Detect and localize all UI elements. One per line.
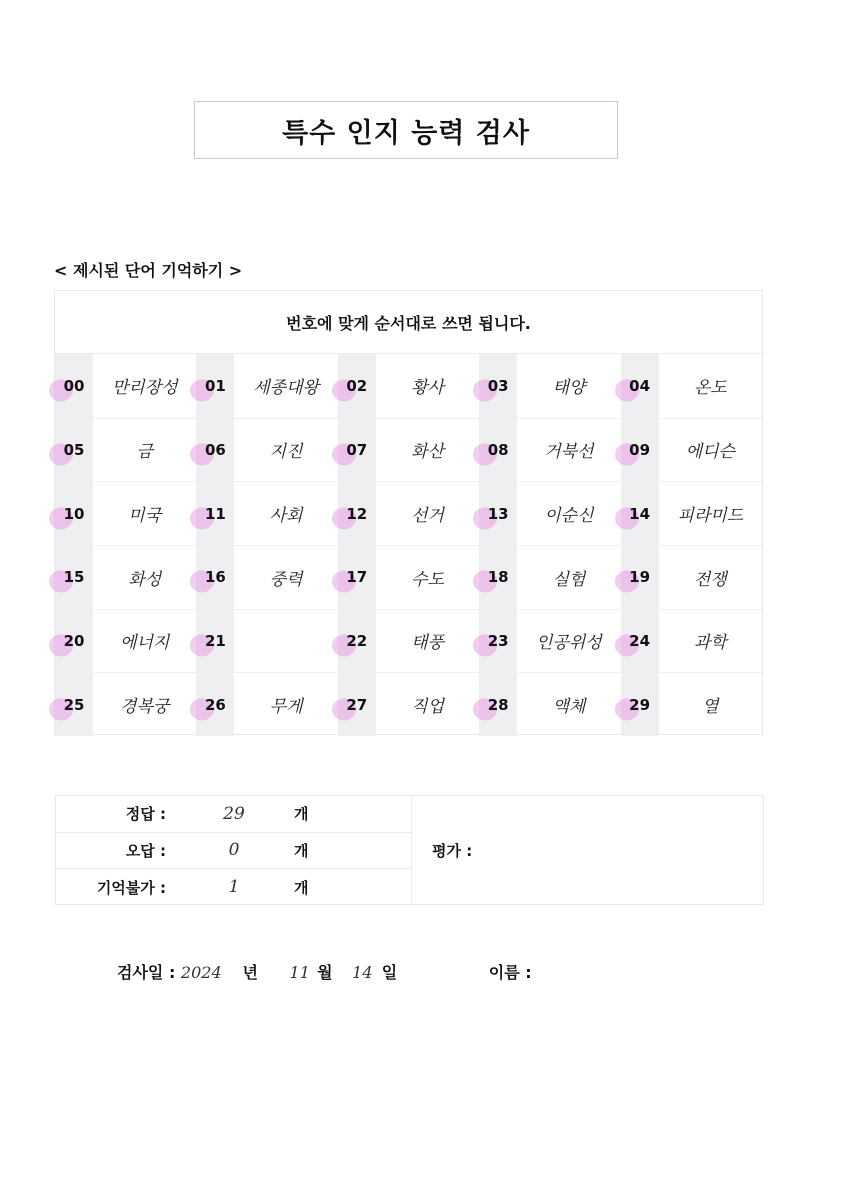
word-grid xyxy=(54,290,763,735)
wrong-value[interactable]: 0 xyxy=(228,840,240,861)
item-number-text: 24 xyxy=(629,631,651,650)
item-number xyxy=(479,482,517,545)
answer-field[interactable]: 지진 xyxy=(269,442,303,463)
item-number-text: 21 xyxy=(204,631,226,650)
item-number-text: 18 xyxy=(487,568,509,587)
item-number-text: 20 xyxy=(63,631,85,650)
word-cell xyxy=(338,354,479,418)
answer-field[interactable]: 미국 xyxy=(128,506,162,527)
item-number xyxy=(55,419,93,482)
answer-field[interactable]: 이순신 xyxy=(544,506,594,527)
word-cell xyxy=(621,672,762,736)
word-cell xyxy=(338,609,479,673)
word-cell xyxy=(55,609,196,673)
item-number xyxy=(338,482,376,545)
day-unit: 일 xyxy=(381,963,398,982)
item-number xyxy=(621,354,659,418)
word-cell xyxy=(479,545,620,609)
answer-field[interactable]: 태양 xyxy=(552,378,586,399)
answer-field[interactable]: 경복궁 xyxy=(120,697,170,718)
word-cell xyxy=(55,545,196,609)
item-number-text: 17 xyxy=(346,568,368,587)
item-number-text: 19 xyxy=(629,568,651,587)
section-label: < 제시된 단어 기억하기 > xyxy=(54,261,243,280)
item-number xyxy=(55,482,93,545)
word-cell xyxy=(338,418,479,482)
item-number-text: 16 xyxy=(204,568,226,587)
year-value[interactable]: 2024 xyxy=(180,963,222,982)
month-unit: 월 xyxy=(317,963,333,982)
word-cell xyxy=(55,354,196,418)
year-unit: 년 xyxy=(242,963,258,982)
word-cell xyxy=(196,672,337,736)
score-row-wrong xyxy=(56,833,411,870)
word-cell xyxy=(196,354,337,418)
score-row-forgot xyxy=(56,869,411,906)
forgot-value[interactable]: 1 xyxy=(228,877,240,898)
instruction-text: 번호에 맞게 순서대로 쓰면 됩니다. xyxy=(55,291,762,354)
answer-field[interactable]: 선거 xyxy=(411,506,444,527)
item-number xyxy=(479,673,517,736)
item-number xyxy=(196,610,234,673)
item-number-text: 05 xyxy=(63,440,85,459)
item-number xyxy=(479,546,517,609)
item-number-text: 10 xyxy=(63,504,85,523)
item-number xyxy=(196,546,234,609)
item-number-text: 00 xyxy=(63,376,85,395)
score-row-correct xyxy=(56,796,411,833)
word-cell xyxy=(338,481,479,545)
word-cell xyxy=(621,609,762,673)
item-number xyxy=(55,354,93,418)
answer-field[interactable]: 액체 xyxy=(552,697,586,718)
item-number xyxy=(621,482,659,545)
answer-field[interactable]: 만리장성 xyxy=(111,378,178,399)
word-cell xyxy=(55,672,196,736)
item-number-text: 22 xyxy=(346,631,368,650)
answer-field[interactable]: 에디슨 xyxy=(685,442,735,463)
answer-field[interactable]: 수도 xyxy=(411,569,444,590)
score-left xyxy=(56,796,412,904)
correct-value[interactable]: 29 xyxy=(223,803,245,824)
answer-field[interactable]: 황사 xyxy=(411,378,444,399)
day-value[interactable]: 14 xyxy=(352,963,373,982)
item-number xyxy=(338,354,376,418)
answer-field[interactable]: 화산 xyxy=(411,442,444,463)
item-number-text: 08 xyxy=(487,440,509,459)
item-number-text: 06 xyxy=(204,440,226,459)
item-number-text: 11 xyxy=(204,504,226,523)
item-number xyxy=(196,482,234,545)
answer-field[interactable]: 화성 xyxy=(128,569,162,590)
name-label: 이름 : xyxy=(488,963,532,982)
word-cell xyxy=(55,481,196,545)
wrong-label: 오답 : xyxy=(125,841,166,860)
word-cell xyxy=(196,545,337,609)
word-cell xyxy=(621,418,762,482)
item-number xyxy=(479,354,517,418)
word-cell xyxy=(55,418,196,482)
footer xyxy=(117,960,532,983)
item-number xyxy=(338,546,376,609)
score-table xyxy=(55,795,764,905)
answer-field[interactable]: 무게 xyxy=(269,697,303,718)
item-number-text: 27 xyxy=(346,695,368,714)
answer-field[interactable]: 태풍 xyxy=(411,633,444,654)
item-number xyxy=(479,419,517,482)
item-number-text: 26 xyxy=(204,695,226,714)
item-number xyxy=(55,673,93,736)
grid-body xyxy=(55,354,762,736)
answer-field[interactable]: 인공위성 xyxy=(536,633,602,654)
item-number xyxy=(196,673,234,736)
word-cell xyxy=(621,354,762,418)
answer-field[interactable]: 열 xyxy=(702,697,719,718)
answer-field[interactable]: 온도 xyxy=(693,378,727,399)
item-number xyxy=(196,419,234,482)
item-number-text: 07 xyxy=(346,440,368,459)
evaluation-label: 평가 : xyxy=(432,841,473,860)
item-number-text: 09 xyxy=(629,440,651,459)
item-number-text: 13 xyxy=(487,504,509,523)
item-number-text: 01 xyxy=(204,376,226,395)
word-cell xyxy=(196,609,337,673)
word-cell xyxy=(479,672,620,736)
item-number-text: 29 xyxy=(629,695,651,714)
word-cell xyxy=(338,545,479,609)
answer-field[interactable]: 사회 xyxy=(269,506,303,527)
forgot-unit: 개 xyxy=(294,878,309,897)
answer-field[interactable]: 전쟁 xyxy=(693,569,727,590)
word-cell xyxy=(479,609,620,673)
forgot-label: 기억불가 : xyxy=(96,878,166,897)
answer-field[interactable]: 과학 xyxy=(693,633,727,654)
item-number-text: 28 xyxy=(487,695,509,714)
word-cell xyxy=(479,354,620,418)
answer-field[interactable] xyxy=(234,610,337,673)
answer-field[interactable]: 에너지 xyxy=(120,633,170,654)
answer-field[interactable]: 거북선 xyxy=(544,442,594,463)
item-number-text: 14 xyxy=(629,504,651,523)
word-cell xyxy=(479,481,620,545)
date-label: 검사일 : xyxy=(117,963,176,982)
wrong-unit: 개 xyxy=(294,841,309,860)
answer-field[interactable]: 피라미드 xyxy=(677,506,744,527)
item-number-text: 03 xyxy=(487,376,509,395)
item-number xyxy=(621,419,659,482)
word-cell xyxy=(479,418,620,482)
item-number xyxy=(338,673,376,736)
item-number-text: 02 xyxy=(346,376,368,395)
correct-unit: 개 xyxy=(294,805,309,824)
word-cell xyxy=(621,481,762,545)
item-number xyxy=(338,419,376,482)
item-number xyxy=(196,354,234,418)
correct-label: 정답 : xyxy=(125,805,166,824)
answer-field[interactable]: 금 xyxy=(136,442,153,463)
item-number xyxy=(479,610,517,673)
item-number-text: 12 xyxy=(346,504,368,523)
answer-field[interactable]: 실험 xyxy=(552,569,586,590)
word-cell xyxy=(338,672,479,736)
answer-field[interactable]: 세종대왕 xyxy=(253,378,319,399)
item-number-text: 04 xyxy=(629,376,651,395)
item-number-text: 15 xyxy=(63,568,85,587)
month-value[interactable]: 11 xyxy=(289,963,310,982)
item-number xyxy=(621,673,659,736)
word-cell xyxy=(196,418,337,482)
evaluation-cell[interactable] xyxy=(412,796,763,904)
item-number-text: 23 xyxy=(487,631,509,650)
item-number-text: 25 xyxy=(63,695,85,714)
item-number xyxy=(621,610,659,673)
answer-field[interactable]: 직업 xyxy=(411,697,444,718)
word-cell xyxy=(196,481,337,545)
item-number xyxy=(338,610,376,673)
answer-field[interactable]: 중력 xyxy=(269,569,303,590)
item-number xyxy=(621,546,659,609)
item-number xyxy=(55,546,93,609)
word-cell xyxy=(621,545,762,609)
page-title: 특수 인지 능력 검사 xyxy=(194,101,618,159)
item-number xyxy=(55,610,93,673)
